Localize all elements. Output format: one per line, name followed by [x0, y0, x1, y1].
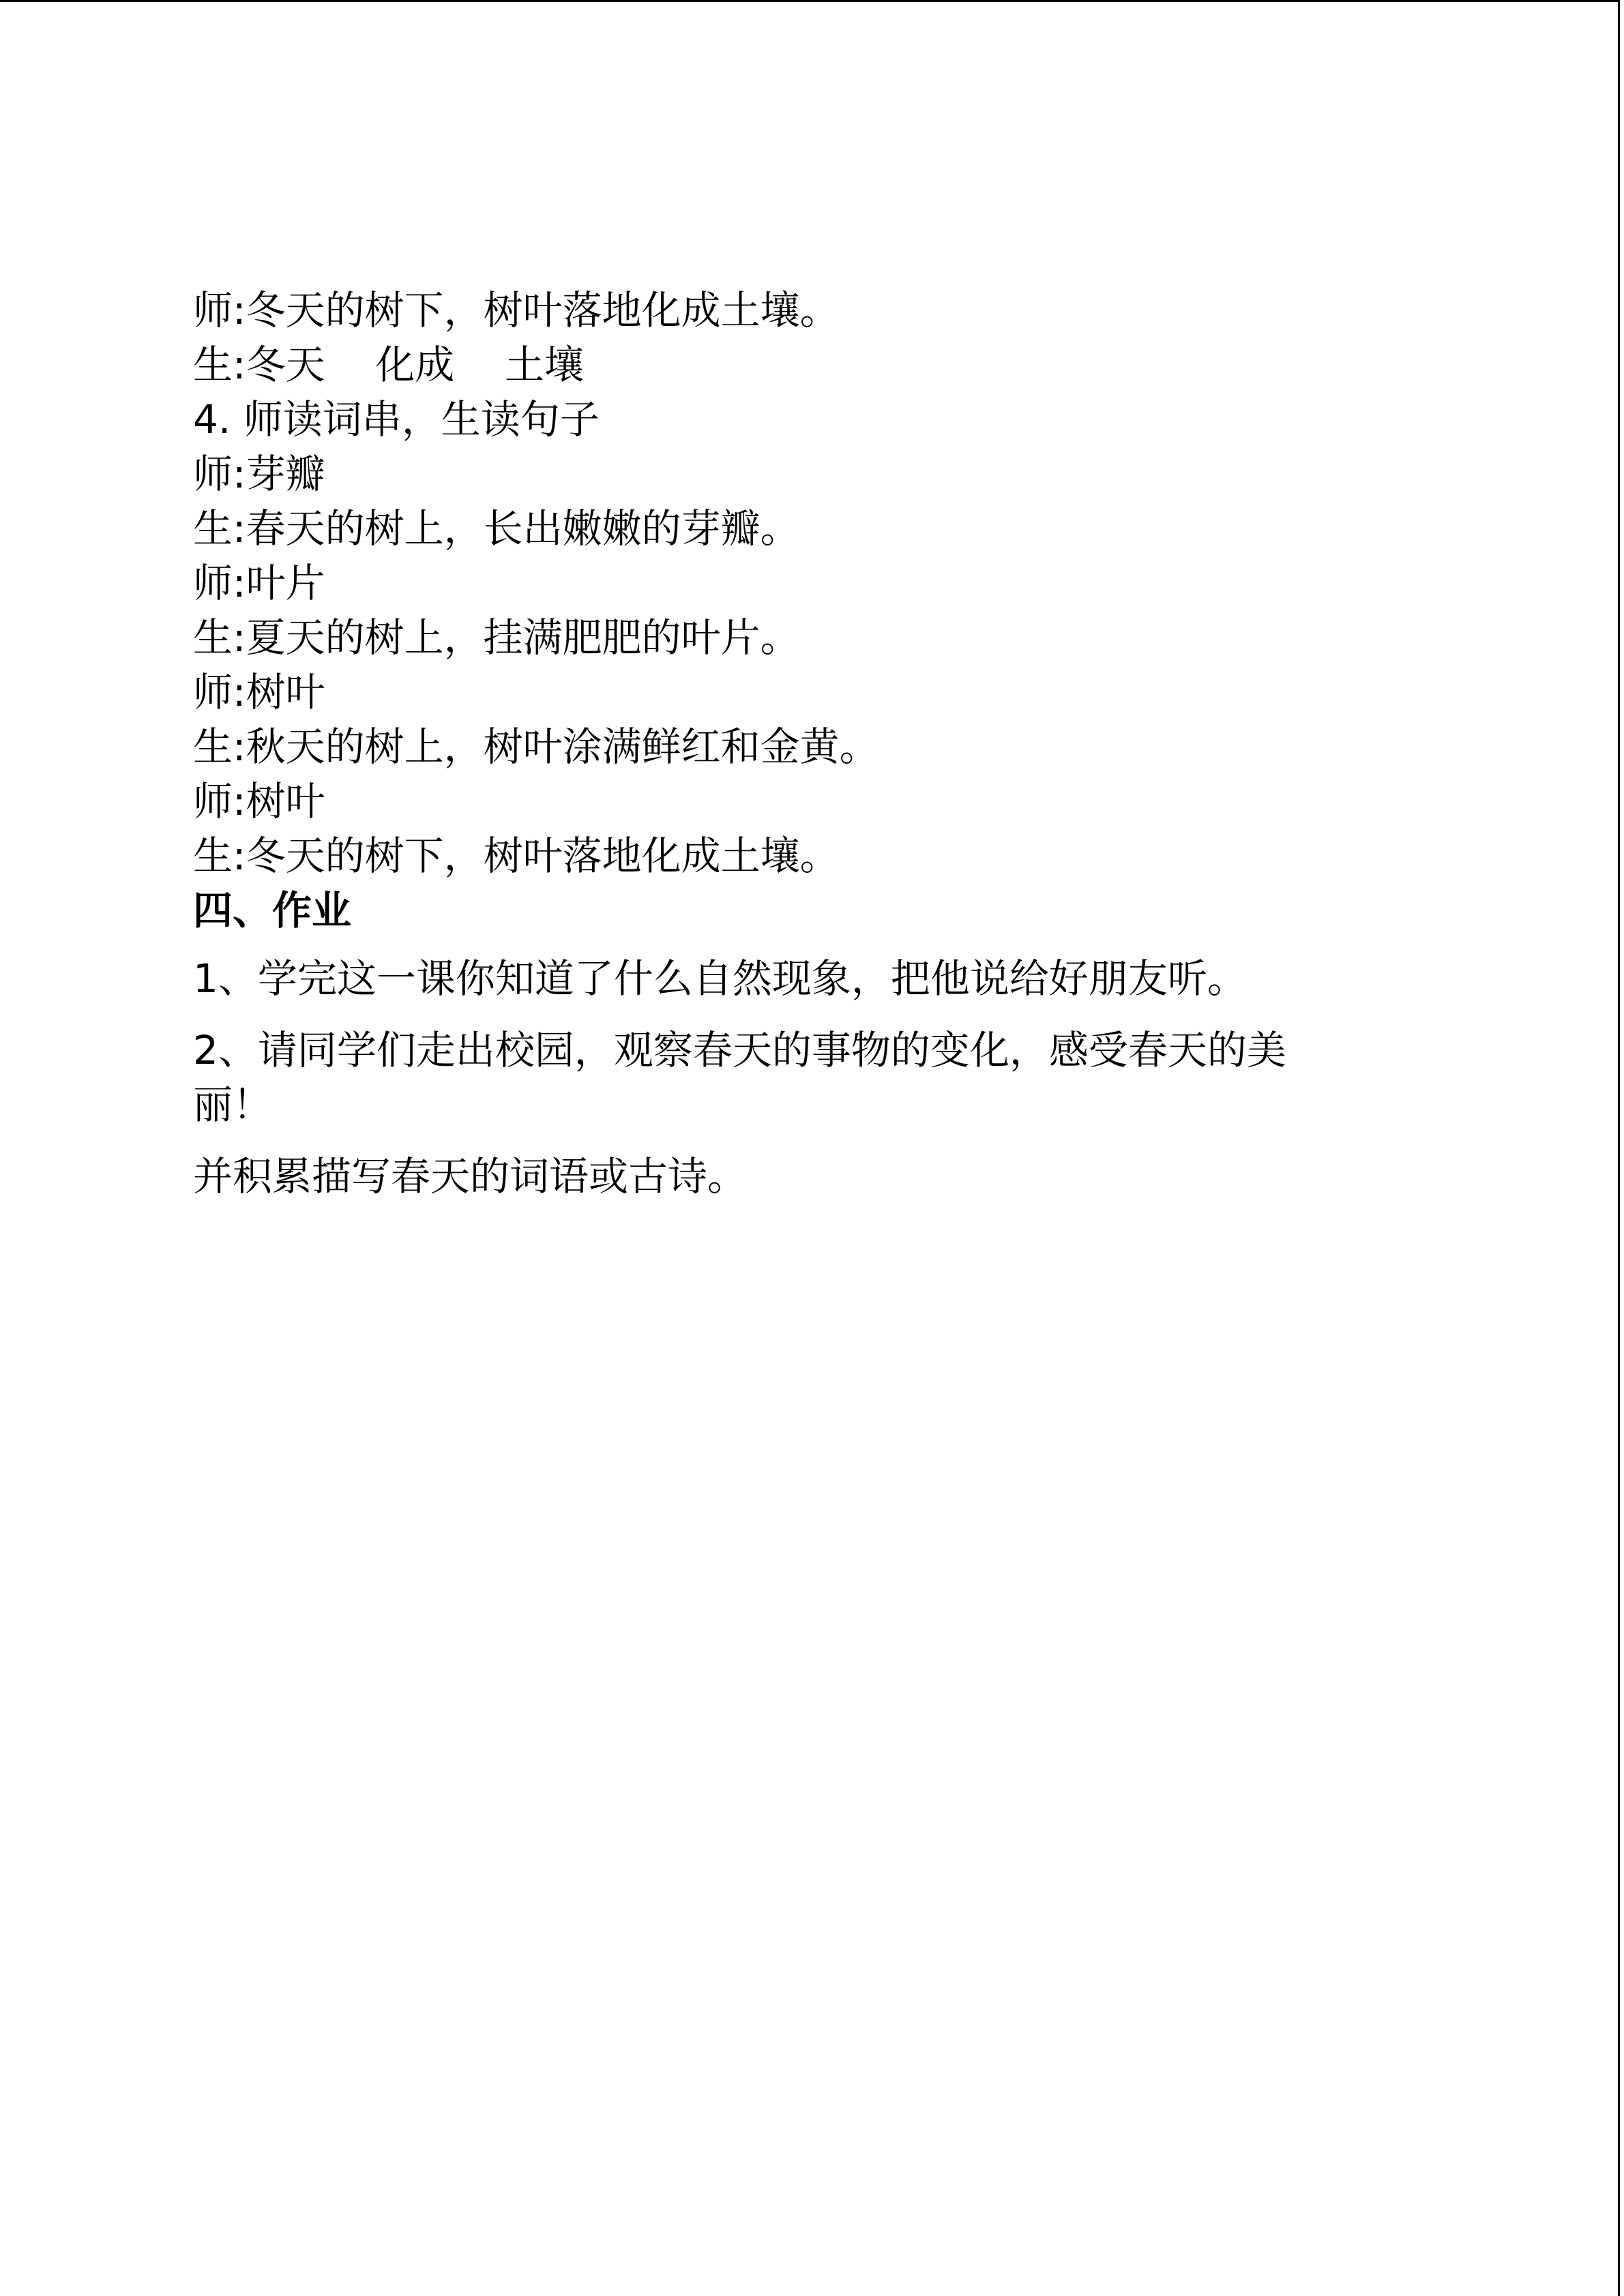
line-text: 冬天的树下，树叶落地化成土壤。: [246, 287, 840, 333]
line-text: 芽瓣: [246, 451, 325, 497]
line-text: 4. 师读词串，生读句子: [193, 396, 600, 443]
dialogue-line-9: [193, 719, 1489, 774]
separator: :: [233, 560, 246, 606]
line-text: 叶片: [246, 560, 325, 606]
homework-item-2-line-1: 2、请同学们走出校园，观察春天的事物的变化，感受春天的美: [193, 1027, 1286, 1073]
spacer: [193, 1132, 1489, 1149]
separator: :: [233, 614, 246, 661]
dialogue-line-3: [193, 392, 1489, 447]
homework-item-2-line-2: 丽！: [193, 1082, 273, 1128]
separator: :: [233, 505, 246, 552]
dialogue-line-6: [193, 556, 1489, 610]
separator: :: [233, 287, 246, 333]
separator: :: [233, 833, 246, 879]
homework-heading: 四、作业: [193, 887, 352, 934]
speaker: 生: [193, 833, 233, 879]
speaker: 生: [193, 614, 233, 661]
line-text: 树叶: [246, 778, 325, 824]
dialogue-line-5: [193, 501, 1489, 556]
speaker: 生: [193, 342, 233, 388]
speaker: 师: [193, 778, 233, 824]
line-text: 冬天 化成 土壤: [246, 342, 585, 388]
separator: :: [233, 724, 246, 770]
speaker: 生: [193, 505, 233, 552]
document-body: [193, 283, 1489, 1204]
separator: :: [233, 451, 246, 497]
dialogue-line-7: [193, 610, 1489, 665]
speaker: 生: [193, 724, 233, 770]
line-text: 冬天的树下，树叶落地化成土壤。: [246, 833, 840, 879]
spacer: [193, 938, 1489, 951]
dialogue-line-1: [193, 283, 1489, 338]
dialogue-line-8: [193, 665, 1489, 719]
line-text: 春天的树上，长出嫩嫩的芽瓣。: [246, 505, 800, 552]
line-text: 树叶: [246, 669, 325, 715]
speaker: 师: [193, 669, 233, 715]
separator: :: [233, 342, 246, 388]
dialogue-line-2: [193, 338, 1489, 392]
speaker: 师: [193, 451, 233, 497]
speaker: 师: [193, 560, 233, 606]
dialogue-line-4: [193, 447, 1489, 501]
line-text: 夏天的树上，挂满肥肥的叶片。: [246, 614, 800, 661]
homework-item-3: 并积累描写春天的词语或古诗。: [193, 1153, 748, 1199]
dialogue-line-11: [193, 829, 1489, 883]
speaker: 师: [193, 287, 233, 333]
line-text: 秋天的树上，树叶涂满鲜红和金黄。: [246, 724, 879, 770]
separator: :: [233, 669, 246, 715]
dialogue-line-10: [193, 774, 1489, 829]
separator: :: [233, 778, 246, 824]
homework-item-1: 1、学完这一课你知道了什么自然现象，把他说给好朋友听。: [193, 955, 1247, 1002]
spacer: [193, 1006, 1489, 1023]
